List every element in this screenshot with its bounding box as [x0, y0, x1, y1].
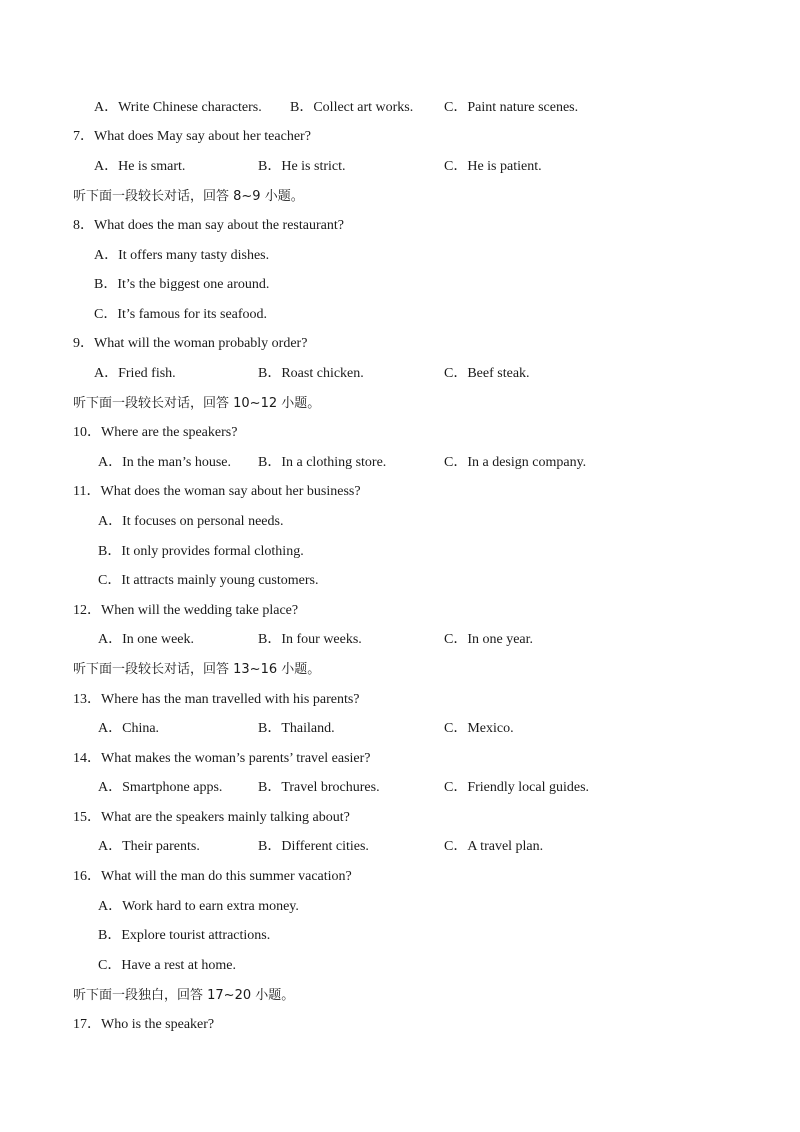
- q6-option-b: B．Collect art works.: [290, 100, 414, 115]
- section-instruction: 听下面一段较长对话，回答 13~16 小题。: [73, 662, 321, 677]
- q7-option-c: C．He is patient.: [444, 159, 542, 174]
- section-heading-13-16: [0, 659, 800, 681]
- q8-option-c-row: [0, 304, 800, 326]
- q12-question: 12．When will the wedding take place?: [73, 603, 299, 618]
- q9-option-a: A．Fried fish.: [94, 366, 176, 381]
- q6-option-c: C．Paint nature scenes.: [444, 100, 579, 115]
- q12-option-a: A．In one week.: [98, 632, 195, 647]
- q8-option-c: C．It’s famous for its seafood.: [94, 307, 268, 322]
- q11-option-a-row: [0, 511, 800, 533]
- q13-option-a: A．China.: [98, 721, 160, 736]
- q14-question-row: [0, 748, 800, 770]
- q7-question: 7．What does May say about her teacher?: [73, 129, 311, 144]
- section-heading-10-12: [0, 393, 800, 415]
- section-instruction: 听下面一段独白，回答 17~20 小题。: [73, 988, 295, 1003]
- q11-question-row: [0, 481, 800, 503]
- q14-option-a: A．Smartphone apps.: [98, 780, 223, 795]
- q13-option-c: C．Mexico.: [444, 721, 514, 736]
- q8-question: 8．What does the man say about the restaurant?: [73, 218, 344, 233]
- section-instruction: 听下面一段较长对话，回答 10~12 小题。: [73, 396, 321, 411]
- q15-option-c: C．A travel plan.: [444, 839, 544, 854]
- q8-option-a: A．It offers many tasty dishes.: [94, 248, 270, 263]
- q8-question-row: [0, 215, 800, 237]
- q17-question: 17．Who is the speaker?: [73, 1017, 215, 1032]
- q16-question: 16．What will the man do this summer vacation?: [73, 869, 352, 884]
- q16-option-c: C．Have a rest at home.: [98, 958, 237, 973]
- section-heading-17-20: [0, 985, 800, 1007]
- q16-option-b-row: [0, 925, 800, 947]
- q12-option-c: C．In one year.: [444, 632, 534, 647]
- q15-option-a: A．Their parents.: [98, 839, 200, 854]
- q15-option-b: B．Different cities.: [258, 839, 369, 854]
- q9-question: 9．What will the woman probably order?: [73, 336, 308, 351]
- q15-question-row: [0, 807, 800, 829]
- q8-option-b-row: [0, 274, 800, 296]
- q14-question: 14．What makes the woman’s parents’ travel easier?: [73, 751, 371, 766]
- q11-option-a: A．It focuses on personal needs.: [98, 514, 284, 529]
- q9-option-c: C．Beef steak.: [444, 366, 530, 381]
- q9-option-b: B．Roast chicken.: [258, 366, 364, 381]
- q7-option-a: A．He is smart.: [94, 159, 186, 174]
- q12-options: [0, 629, 800, 651]
- q11-option-c-row: [0, 570, 800, 592]
- q14-options: [0, 777, 800, 799]
- q16-option-a-row: [0, 896, 800, 918]
- q12-option-b: B．In four weeks.: [258, 632, 362, 647]
- section-heading-8-9: [0, 186, 800, 208]
- q12-question-row: [0, 600, 800, 622]
- q16-question-row: [0, 866, 800, 888]
- q10-option-b: B．In a clothing store.: [258, 455, 387, 470]
- q15-question: 15．What are the speakers mainly talking about?: [73, 810, 350, 825]
- q13-options: [0, 718, 800, 740]
- q7-option-b: B．He is strict.: [258, 159, 346, 174]
- q13-question: 13．Where has the man travelled with his parents?: [73, 692, 360, 707]
- q8-option-a-row: [0, 245, 800, 267]
- q10-question-row: [0, 422, 800, 444]
- section-instruction: 听下面一段较长对话，回答 8~9 小题。: [73, 189, 304, 204]
- q7-options: [0, 156, 800, 178]
- q8-option-b: B．It’s the biggest one around.: [94, 277, 270, 292]
- q14-option-c: C．Friendly local guides.: [444, 780, 590, 795]
- q6-options: [0, 97, 800, 119]
- q10-option-a: A．In the man’s house.: [98, 455, 231, 470]
- q16-option-b: B．Explore tourist attractions.: [98, 928, 271, 943]
- q11-option-b: B．It only provides formal clothing.: [98, 544, 304, 559]
- q9-question-row: [0, 333, 800, 355]
- q13-question-row: [0, 689, 800, 711]
- q11-option-b-row: [0, 541, 800, 563]
- q10-question: 10．Where are the speakers?: [73, 425, 238, 440]
- q11-question: 11．What does the woman say about her business?: [73, 484, 361, 499]
- q9-options: [0, 363, 800, 385]
- q17-question-row: [0, 1014, 800, 1036]
- q10-options: [0, 452, 800, 474]
- q13-option-b: B．Thailand.: [258, 721, 335, 736]
- q6-option-a: A．Write Chinese characters.: [94, 100, 262, 115]
- q11-option-c: C．It attracts mainly young customers.: [98, 573, 319, 588]
- q16-option-a: A．Work hard to earn extra money.: [98, 899, 299, 914]
- q15-options: [0, 836, 800, 858]
- q16-option-c-row: [0, 955, 800, 977]
- q7-question-row: [0, 126, 800, 148]
- q14-option-b: B．Travel brochures.: [258, 780, 380, 795]
- q10-option-c: C．In a design company.: [444, 455, 587, 470]
